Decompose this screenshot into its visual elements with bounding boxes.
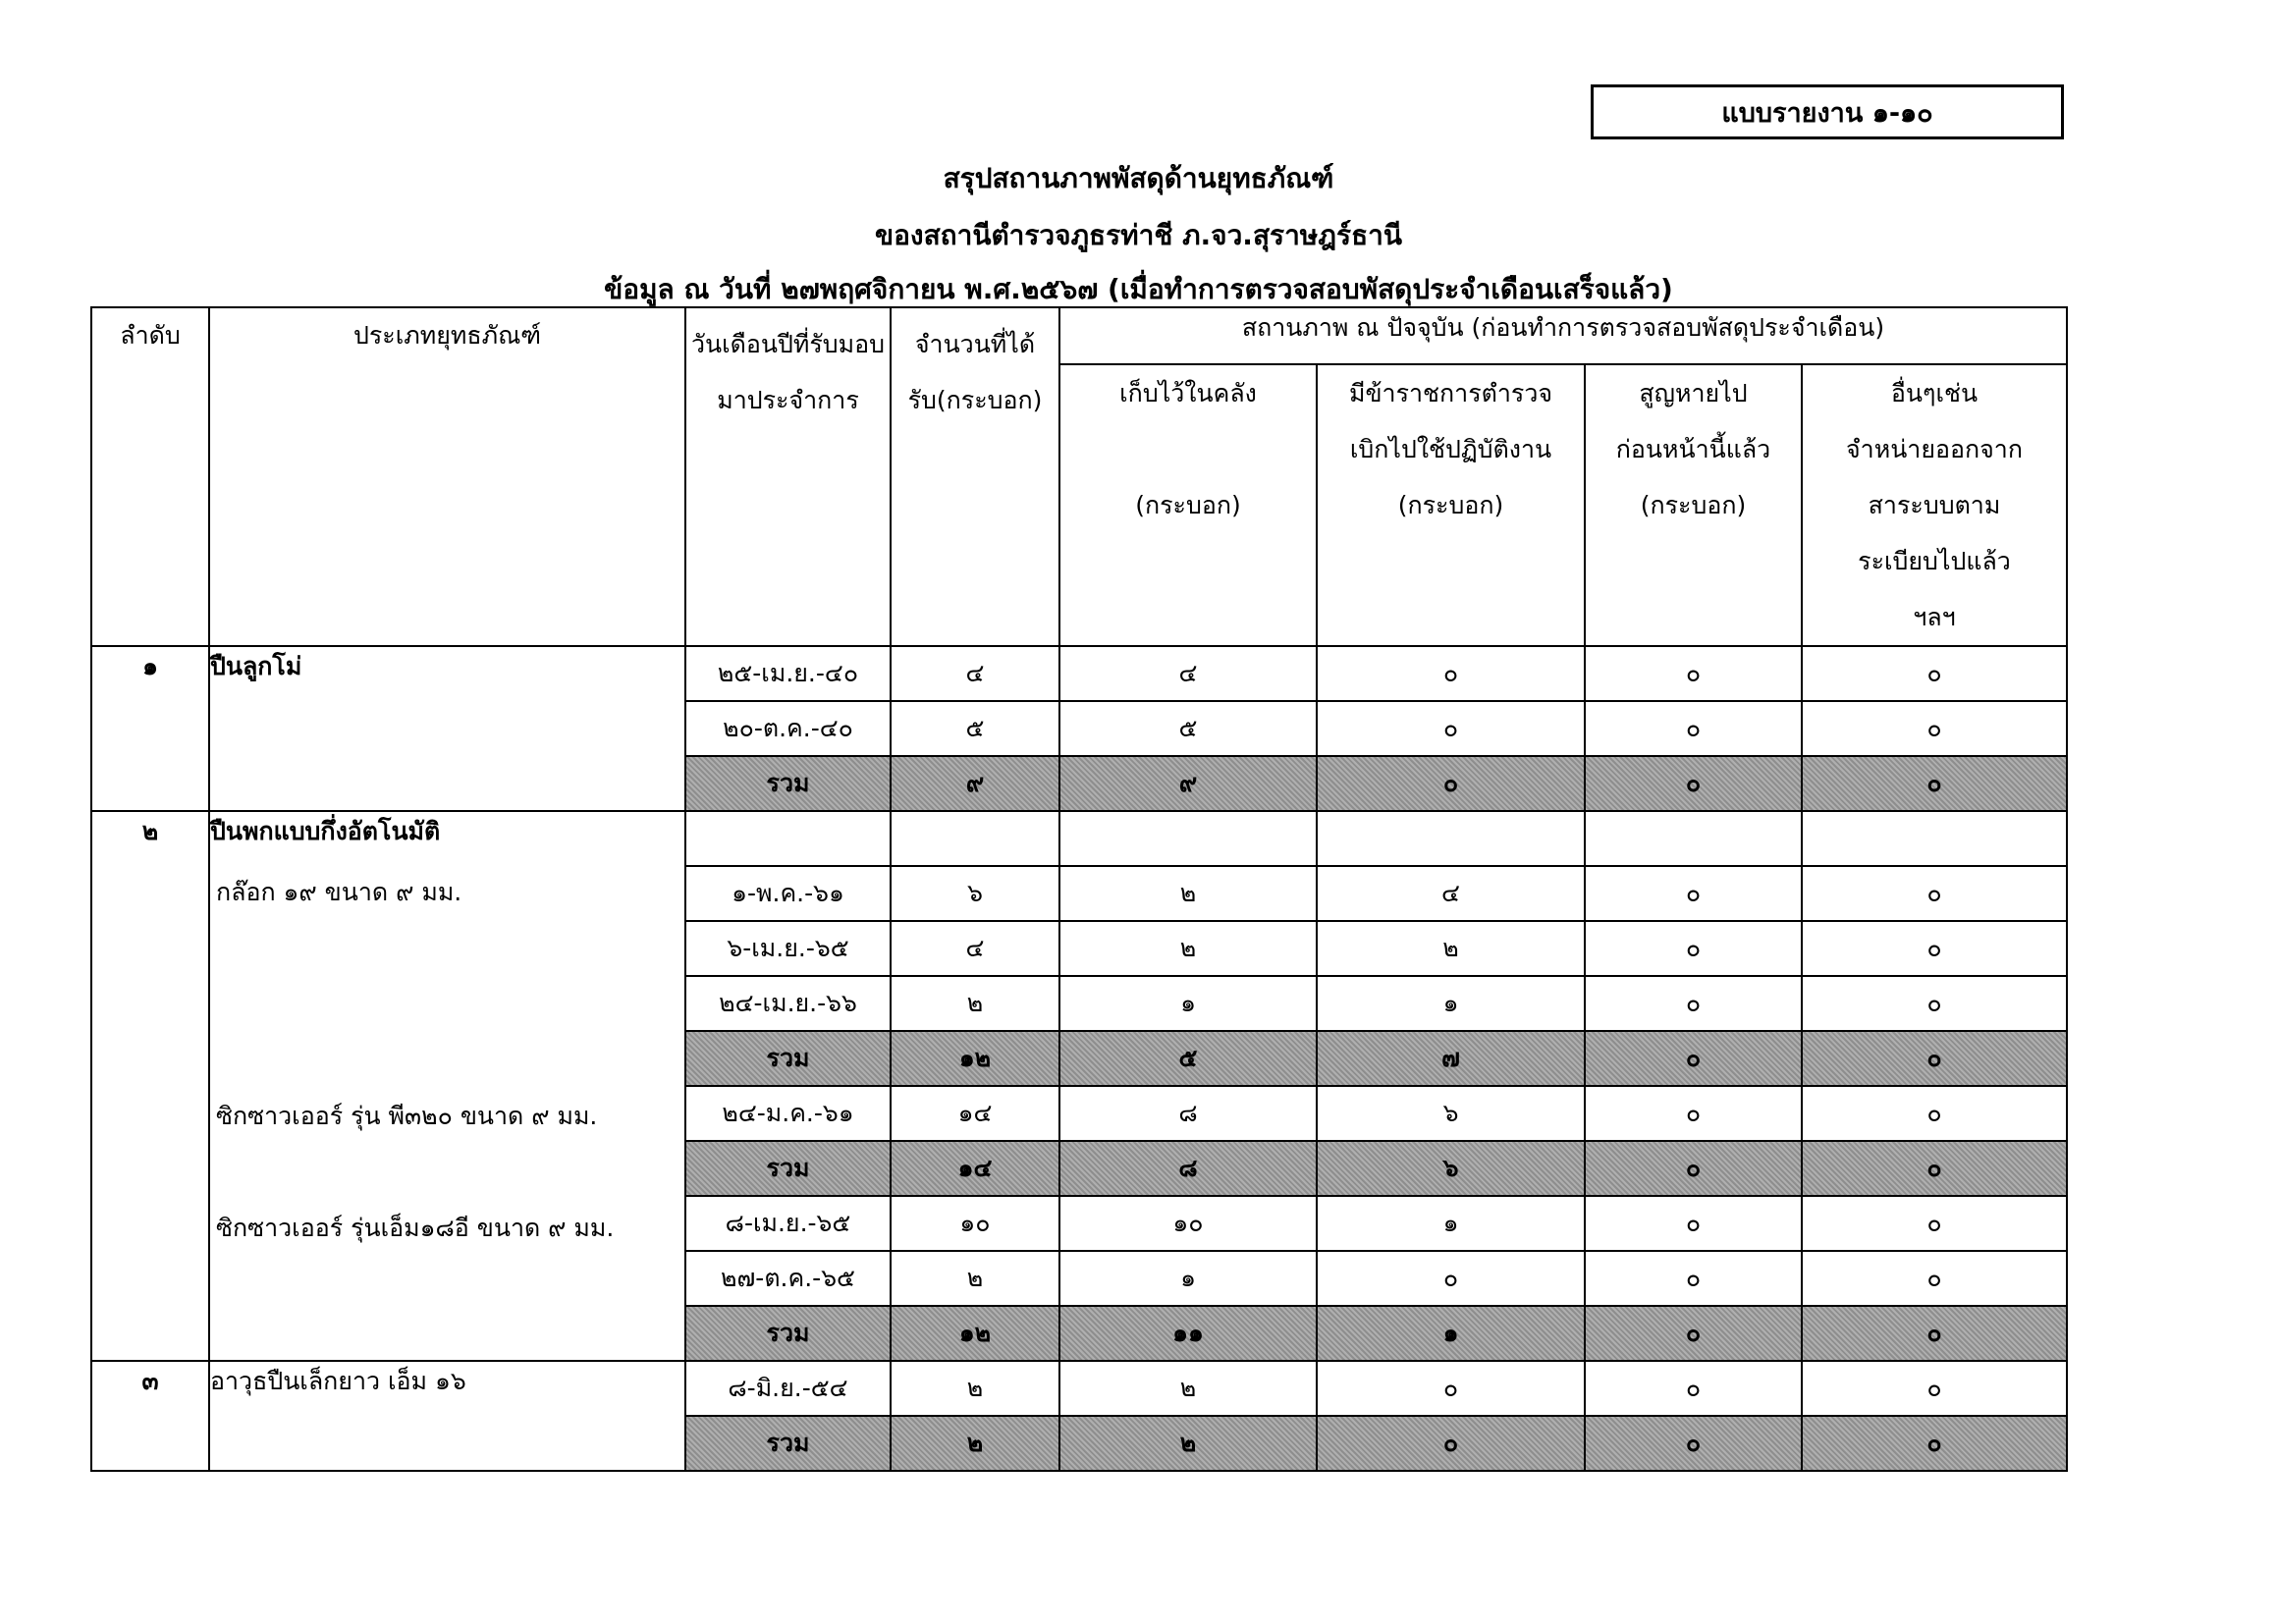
cell-store: ๔ (1059, 646, 1317, 701)
total-police: ๗ (1317, 1031, 1585, 1086)
total-label: รวม (685, 756, 891, 811)
cell-qty: ๒ (891, 976, 1059, 1031)
cell-date: ๒๔-ม.ค.-๖๑ (685, 1086, 891, 1141)
group-type: ปืนลูกโม่ (209, 646, 685, 811)
header-police: มีข้าราชการตำรวจ เบิกไปใช้ปฏิบัติงาน (กระบอก) (1317, 364, 1585, 646)
cell-qty: ๒ (891, 1361, 1059, 1416)
cell-other: ๐ (1802, 1086, 2067, 1141)
cell-store: ๒ (1059, 1361, 1317, 1416)
cell-lost: ๐ (1585, 866, 1802, 921)
total-store: ๙ (1059, 756, 1317, 811)
cell-lost: ๐ (1585, 701, 1802, 756)
cell-qty: ๔ (891, 921, 1059, 976)
report-date-line: ข้อมูล ณ วันที่ ๒๗พฤศจิกายน พ.ศ.๒๕๖๗ (เมื่อทำการตรวจสอบพัสดุประจำเดือนเสร็จแล้ว) (604, 273, 1673, 305)
cell-police: ๐ (1317, 646, 1585, 701)
cell-store: ๒ (1059, 921, 1317, 976)
header-store: เก็บไว้ในคลัง (กระบอก) (1059, 364, 1317, 646)
total-label: รวม (685, 1141, 891, 1196)
total-lost: ๐ (1585, 756, 1802, 811)
total-store: ๒ (1059, 1416, 1317, 1471)
cell-police: ๔ (1317, 866, 1585, 921)
group-no: ๑ (91, 646, 209, 811)
form-number-label: แบบรายงาน ๑-๑๐ (1721, 97, 1933, 129)
header-qty: จำนวนที่ได้รับ(กระบอก) (891, 307, 1059, 646)
total-store: ๕ (1059, 1031, 1317, 1086)
total-other: ๐ (1802, 1031, 2067, 1086)
cell-other: ๐ (1802, 646, 2067, 701)
report-station: ของสถานีตำรวจภูธรท่าชี ภ.จว.สุราษฎร์ธานี (874, 219, 1403, 251)
header-date: วันเดือนปีที่รับมอบมาประจำการ (685, 307, 891, 646)
cell-date: ๖-เม.ย.-๖๕ (685, 921, 891, 976)
total-police: ๐ (1317, 1416, 1585, 1471)
cell-store: ๑๐ (1059, 1196, 1317, 1251)
cell-date: ๒๕-เม.ย.-๔๐ (685, 646, 891, 701)
header-lost: สูญหายไป ก่อนหน้านี้แล้ว (กระบอก) (1585, 364, 1802, 646)
cell-store: ๑ (1059, 976, 1317, 1031)
total-other: ๐ (1802, 1306, 2067, 1361)
cell-date: ๒๗-ต.ค.-๖๕ (685, 1251, 891, 1306)
total-qty: ๒ (891, 1416, 1059, 1471)
group-type: ปืนพกแบบกึ่งอัตโนมัติ กล๊อก ๑๙ ขนาด ๙ มม. ซิกซาวเออร์ รุ่น พี๓๒๐ ขนาด ๙ มม. ซิกซาวเออร์ รุ่นเอ็ม๑๘อี ขนาด ๙ มม. (209, 811, 685, 1361)
cell-lost (1585, 811, 1802, 866)
cell-qty (891, 811, 1059, 866)
cell-store: ๑ (1059, 1251, 1317, 1306)
cell-other: ๐ (1802, 921, 2067, 976)
inventory-table (90, 306, 2068, 1472)
cell-qty: ๔ (891, 646, 1059, 701)
cell-date: ๒๐-ต.ค.-๔๐ (685, 701, 891, 756)
total-police: ๖ (1317, 1141, 1585, 1196)
cell-lost: ๐ (1585, 646, 1802, 701)
cell-other: ๐ (1802, 1251, 2067, 1306)
cell-other: ๐ (1802, 976, 2067, 1031)
total-label: รวม (685, 1416, 891, 1471)
form-number-box (1591, 84, 2064, 139)
header-other: อื่นๆเช่น จำหน่ายออกจาก สาระบบตาม ระเบียบไปแล้ว ฯลฯ (1802, 364, 2067, 646)
cell-other: ๐ (1802, 1196, 2067, 1251)
subtype-label: ซิกซาวเออร์ รุ่น พี๓๒๐ ขนาด ๙ มม. (216, 1102, 598, 1130)
cell-lost: ๐ (1585, 976, 1802, 1031)
total-label: รวม (685, 1306, 891, 1361)
cell-police (1317, 811, 1585, 866)
cell-date: ๑-พ.ค.-๖๑ (685, 866, 891, 921)
cell-qty: ๖ (891, 866, 1059, 921)
cell-store: ๘ (1059, 1086, 1317, 1141)
header-type: ประเภทยุทธภัณฑ์ (209, 307, 685, 646)
cell-qty: ๑๔ (891, 1086, 1059, 1141)
cell-qty: ๑๐ (891, 1196, 1059, 1251)
cell-police: ๐ (1317, 1361, 1585, 1416)
total-store: ๘ (1059, 1141, 1317, 1196)
cell-lost: ๐ (1585, 1361, 1802, 1416)
cell-store (1059, 811, 1317, 866)
header-no: ลำดับ (91, 307, 209, 646)
cell-police: ๑ (1317, 1196, 1585, 1251)
total-label: รวม (685, 1031, 891, 1086)
total-other: ๐ (1802, 1141, 2067, 1196)
cell-police: ๑ (1317, 976, 1585, 1031)
cell-date: ๘-มิ.ย.-๕๔ (685, 1361, 891, 1416)
cell-qty: ๒ (891, 1251, 1059, 1306)
total-other: ๐ (1802, 756, 2067, 811)
cell-police: ๐ (1317, 1251, 1585, 1306)
cell-store: ๒ (1059, 866, 1317, 921)
total-lost: ๐ (1585, 1306, 1802, 1361)
group-no: ๓ (91, 1361, 209, 1471)
total-lost: ๐ (1585, 1416, 1802, 1471)
cell-lost: ๐ (1585, 1196, 1802, 1251)
cell-other: ๐ (1802, 1361, 2067, 1416)
cell-lost: ๐ (1585, 1086, 1802, 1141)
cell-qty: ๕ (891, 701, 1059, 756)
cell-date (685, 811, 891, 866)
cell-police: ๖ (1317, 1086, 1585, 1141)
cell-other: ๐ (1802, 701, 2067, 756)
subtype-label: กล๊อก ๑๙ ขนาด ๙ มม. (216, 878, 462, 906)
group-no: ๒ (91, 811, 209, 1361)
cell-other: ๐ (1802, 866, 2067, 921)
group-type: อาวุธปืนเล็กยาว เอ็ม ๑๖ (209, 1361, 685, 1471)
total-qty: ๑๒ (891, 1031, 1059, 1086)
total-other: ๐ (1802, 1416, 2067, 1471)
total-lost: ๐ (1585, 1141, 1802, 1196)
cell-lost: ๐ (1585, 1251, 1802, 1306)
cell-police: ๒ (1317, 921, 1585, 976)
total-qty: ๙ (891, 756, 1059, 811)
cell-store: ๕ (1059, 701, 1317, 756)
cell-police: ๐ (1317, 701, 1585, 756)
total-police: ๐ (1317, 756, 1585, 811)
header-status: สถานภาพ ณ ปัจจุบัน (ก่อนทำการตรวจสอบพัสดุประจำเดือน) (1059, 307, 2067, 364)
total-police: ๑ (1317, 1306, 1585, 1361)
total-qty: ๑๒ (891, 1306, 1059, 1361)
report-title: สรุปสถานภาพพัสดุด้านยุทธภัณฑ์ (943, 162, 1334, 194)
total-lost: ๐ (1585, 1031, 1802, 1086)
total-qty: ๑๔ (891, 1141, 1059, 1196)
cell-date: ๒๔-เม.ย.-๖๖ (685, 976, 891, 1031)
cell-other (1802, 811, 2067, 866)
subtype-label: ซิกซาวเออร์ รุ่นเอ็ม๑๘อี ขนาด ๙ มม. (216, 1214, 615, 1242)
total-store: ๑๑ (1059, 1306, 1317, 1361)
cell-date: ๘-เม.ย.-๖๕ (685, 1196, 891, 1251)
cell-lost: ๐ (1585, 921, 1802, 976)
